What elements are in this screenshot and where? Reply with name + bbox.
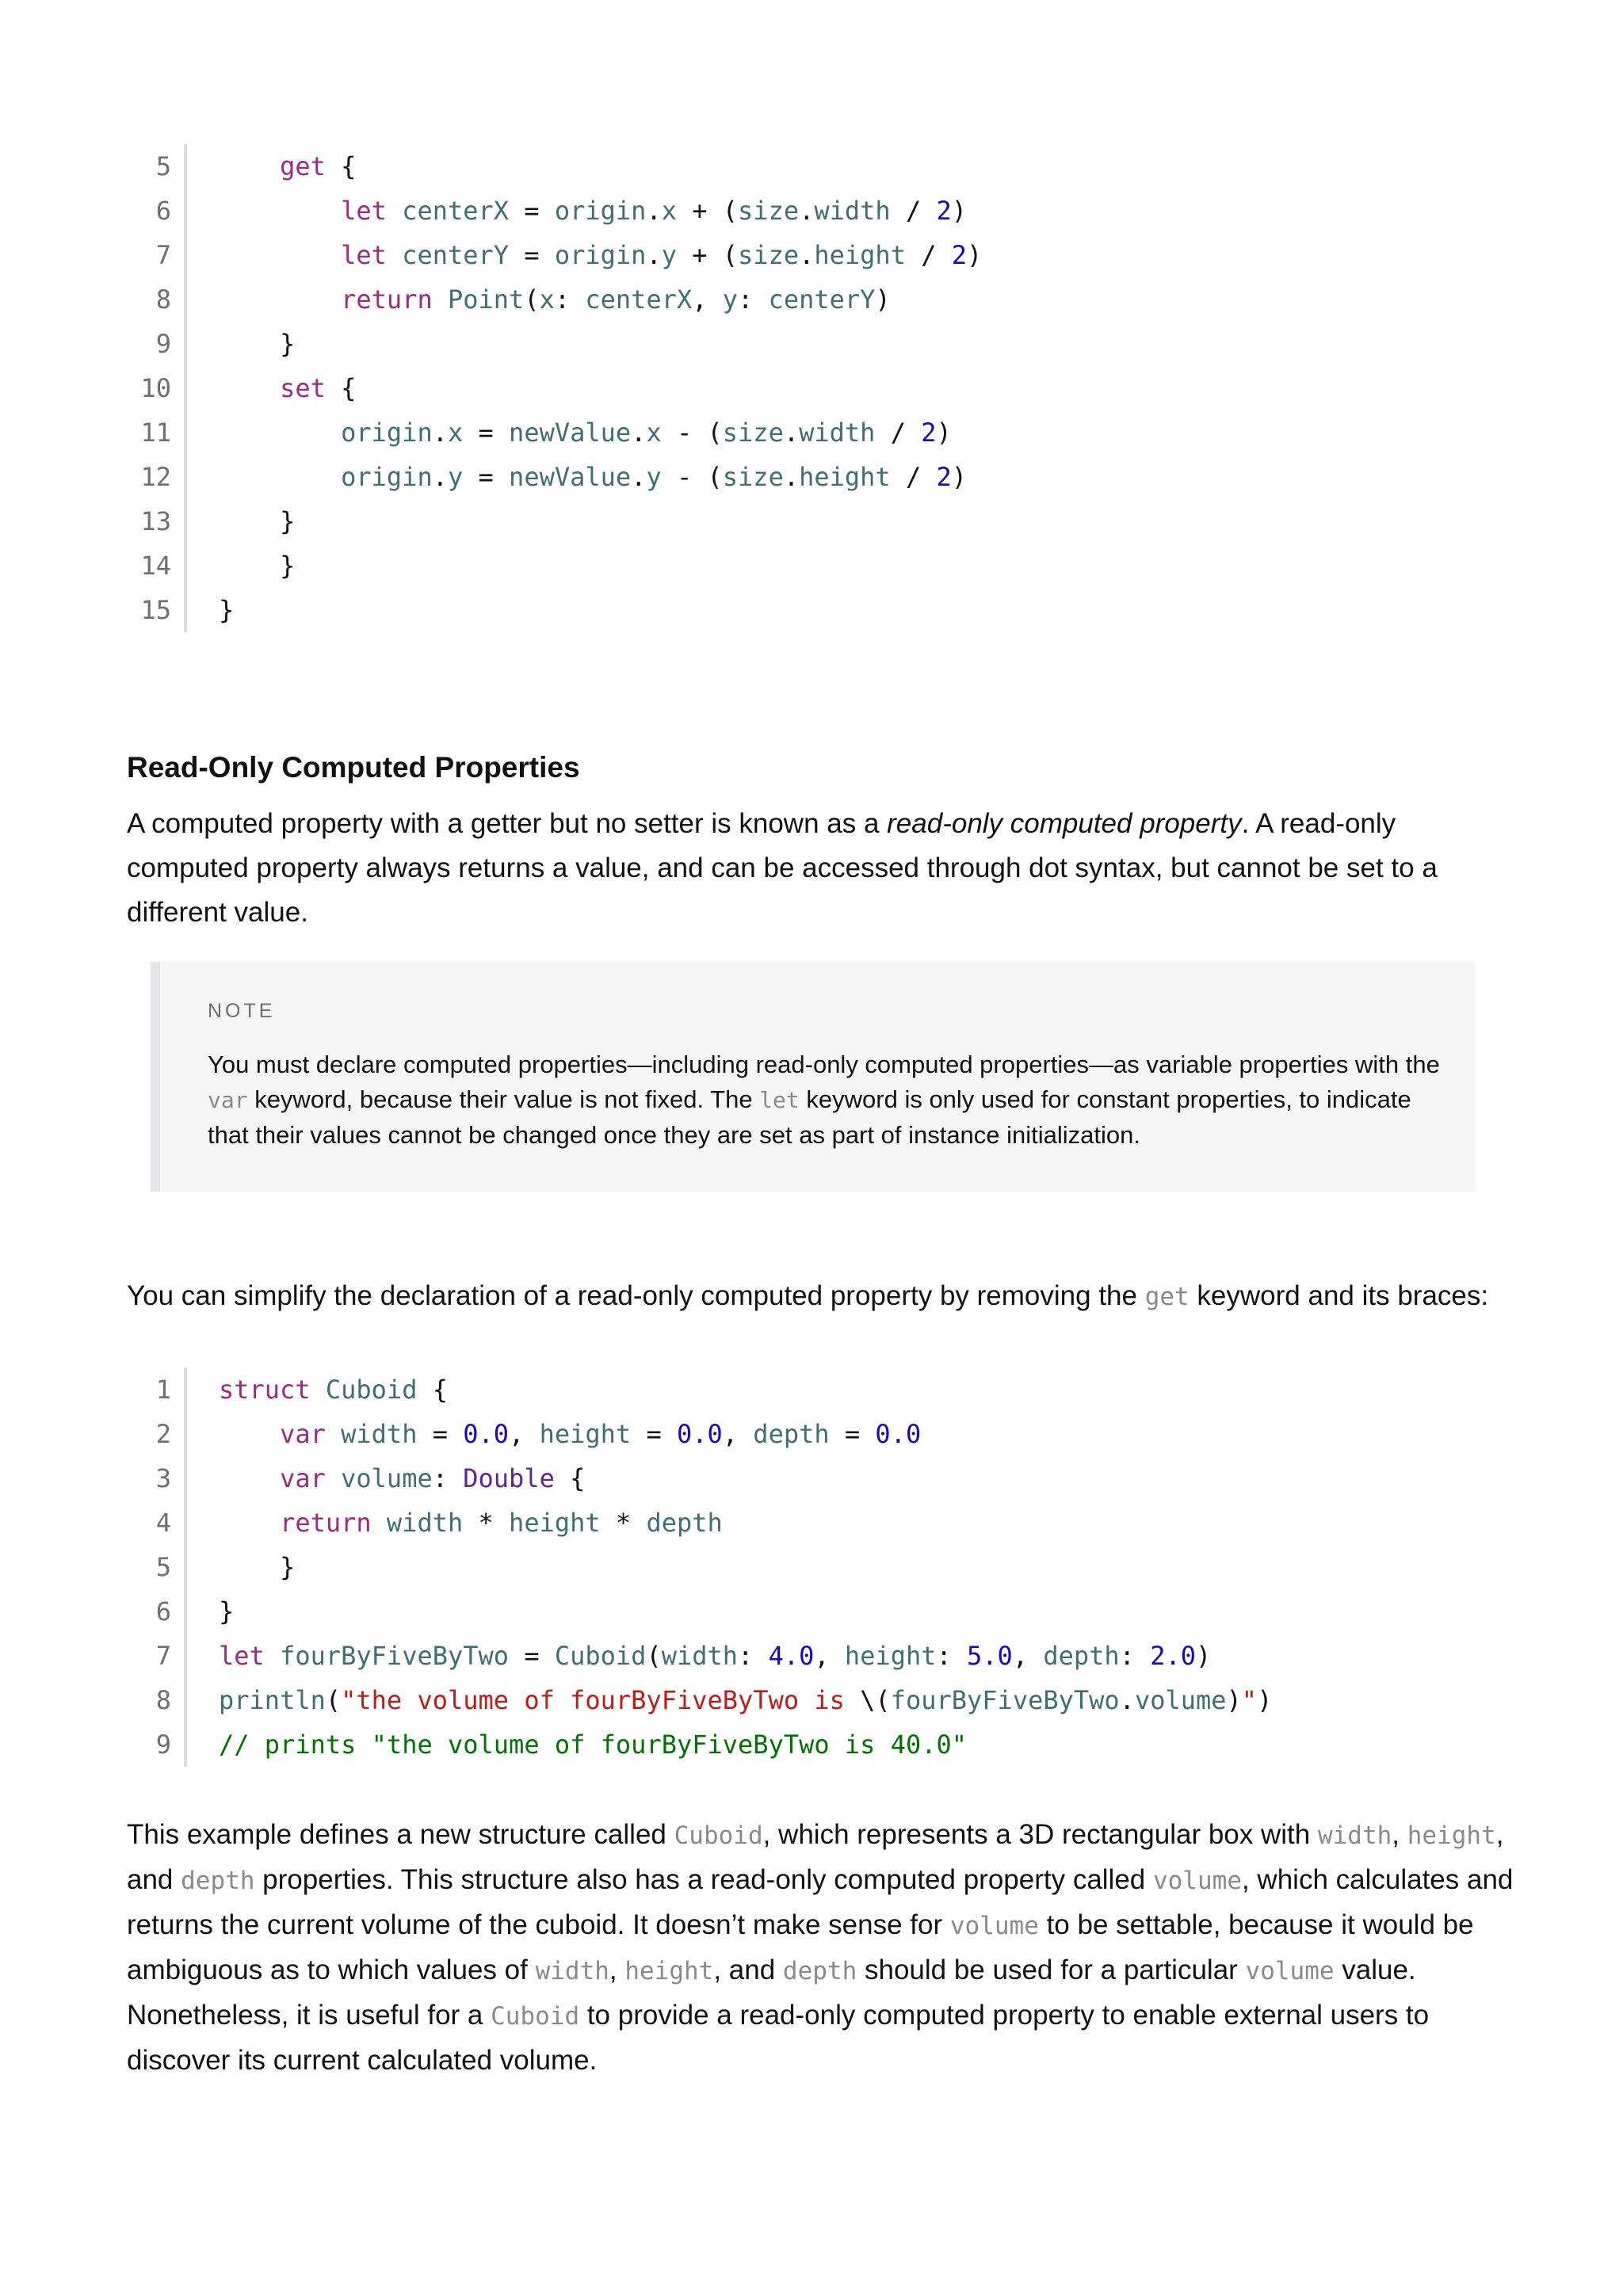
- code-token: :: [738, 284, 769, 315]
- code-line: [127, 1678, 1272, 1722]
- code-line: [127, 144, 982, 189]
- inline-code: height: [624, 1957, 714, 1985]
- line-number: 5: [155, 1552, 171, 1582]
- code-token: ): [1226, 1685, 1242, 1715]
- code-token: height: [539, 1419, 632, 1449]
- code-token: let: [219, 1641, 265, 1671]
- code-token: width: [341, 1419, 418, 1449]
- code-text: [219, 462, 967, 492]
- code-token: *: [463, 1508, 510, 1538]
- code-token: [265, 1641, 280, 1671]
- inline-code: depth: [782, 1957, 857, 1985]
- code-text: [219, 1685, 1272, 1715]
- code-text: [219, 373, 356, 403]
- text-run: You can simplify the declaration of a read-only computed property by removing the: [127, 1280, 1145, 1311]
- code-token: centerY: [768, 284, 876, 315]
- code-gutter: [184, 1367, 187, 1412]
- code-text: [219, 196, 967, 226]
- code-token: origin: [341, 462, 433, 492]
- inline-code: height: [1407, 1821, 1496, 1850]
- code-text: [219, 1730, 967, 1760]
- inline-code: depth: [181, 1867, 255, 1895]
- code-token: .: [1119, 1685, 1135, 1715]
- code-token: x: [661, 196, 677, 226]
- code-token: {: [325, 373, 357, 403]
- code-text: [219, 595, 234, 625]
- code-token: .: [799, 196, 815, 226]
- code-token: =: [509, 196, 555, 226]
- code-token: newValue: [509, 418, 632, 448]
- code-token: println: [219, 1685, 326, 1715]
- text-run: properties. This structure also has a read-only computed property called: [254, 1864, 1153, 1895]
- text-run: , and: [127, 1819, 1504, 1895]
- code-gutter: [184, 277, 187, 322]
- code-token: Double: [463, 1463, 555, 1493]
- code-token: [219, 284, 341, 315]
- line-number: 6: [155, 1596, 171, 1627]
- code-block-cuboid: [127, 1367, 1272, 1767]
- code-gutter: [184, 1678, 187, 1722]
- line-number: 8: [155, 1685, 171, 1715]
- code-token: /: [905, 240, 952, 270]
- code-token: [387, 240, 402, 270]
- code-token: width: [661, 1641, 739, 1671]
- code-token: 4.0: [768, 1641, 815, 1671]
- code-token: \(: [860, 1685, 891, 1715]
- code-gutter: [184, 543, 187, 588]
- code-token: .: [783, 462, 800, 492]
- line-number: 7: [155, 1641, 171, 1671]
- code-token: x: [646, 418, 662, 448]
- code-gutter: [184, 1456, 187, 1501]
- code-token: [372, 1508, 387, 1538]
- code-token: x: [447, 418, 464, 448]
- code-token: [219, 196, 341, 226]
- code-token: Cuboid: [554, 1641, 647, 1671]
- text-run: ,: [1392, 1819, 1407, 1850]
- code-token: 2: [921, 418, 937, 448]
- text-run: , which calculates and returns the current volume of the cuboid. It doesn’t make sense for: [127, 1864, 1514, 1940]
- code-token: [219, 1463, 280, 1493]
- code-token: size: [722, 418, 784, 448]
- code-token: }: [219, 595, 235, 625]
- text-run: should be used for a particular: [857, 1955, 1246, 1985]
- code-token: [219, 373, 280, 403]
- code-token: var: [280, 1419, 326, 1449]
- code-token: (: [524, 284, 540, 315]
- code-text: [219, 1508, 723, 1538]
- code-token: .: [646, 240, 662, 270]
- code-text: [219, 551, 295, 581]
- explanation-paragraph: [127, 1813, 1522, 2083]
- code-text: [219, 329, 295, 359]
- code-token: :: [554, 284, 586, 315]
- code-gutter: [184, 1634, 187, 1678]
- code-text: [219, 1419, 921, 1449]
- line-number: 4: [155, 1508, 171, 1538]
- code-line: [127, 322, 982, 366]
- code-text: [219, 240, 982, 270]
- line-number: 13: [140, 506, 171, 536]
- code-line: [127, 455, 982, 499]
- code-gutter: [184, 1412, 187, 1456]
- code-token: centerY: [402, 240, 510, 270]
- code-line: [127, 499, 982, 543]
- code-token: x: [539, 284, 555, 315]
- code-token: .: [432, 418, 448, 448]
- code-token: fourByFiveByTwo: [280, 1641, 510, 1671]
- code-token: ): [951, 196, 968, 226]
- code-token: [219, 1419, 280, 1449]
- code-token: Point: [447, 284, 525, 315]
- code-token: width: [386, 1508, 464, 1538]
- line-number: 12: [140, 462, 171, 492]
- code-token: *: [600, 1508, 647, 1538]
- code-token: }: [219, 506, 296, 536]
- code-token: }: [219, 551, 296, 581]
- section-heading: Read-Only Computed Properties: [127, 751, 580, 784]
- text-run: keyword and its braces:: [1189, 1280, 1489, 1311]
- code-token: depth: [1043, 1641, 1120, 1671]
- code-token: newValue: [509, 462, 632, 492]
- code-token: {: [554, 1463, 586, 1493]
- code-token: ): [1196, 1641, 1212, 1671]
- code-token: return: [341, 284, 433, 315]
- code-token: size: [738, 196, 800, 226]
- code-gutter: [184, 588, 187, 632]
- code-token: depth: [753, 1419, 830, 1449]
- code-line: [127, 1545, 1272, 1589]
- code-token: let: [341, 240, 387, 270]
- code-token: y: [447, 462, 464, 492]
- code-token: origin: [554, 196, 647, 226]
- code-token: - (: [661, 418, 723, 448]
- text-run: keyword, because their value is not fixed. The: [247, 1085, 760, 1113]
- code-token: ): [875, 284, 891, 315]
- code-token: 0.0: [875, 1419, 922, 1449]
- line-number: 9: [155, 1730, 171, 1760]
- code-token: :: [1119, 1641, 1151, 1671]
- note-box: [151, 962, 1476, 1192]
- code-token: (: [325, 1685, 342, 1715]
- code-token: ,: [814, 1641, 845, 1671]
- code-text: [219, 418, 952, 448]
- code-token: [219, 240, 341, 270]
- line-number: 7: [155, 240, 171, 270]
- code-token: height: [509, 1508, 601, 1538]
- code-token: centerX: [585, 284, 693, 315]
- code-token: 2: [936, 462, 952, 492]
- code-token: .: [631, 462, 647, 492]
- code-line: [127, 1456, 1272, 1501]
- code-token: {: [417, 1375, 448, 1405]
- code-text: [219, 1552, 295, 1582]
- code-token: .: [783, 418, 800, 448]
- code-token: =: [829, 1419, 876, 1449]
- code-text: [219, 1463, 585, 1493]
- code-token: .: [799, 240, 815, 270]
- code-token: [433, 284, 448, 315]
- code-token: ,: [509, 1419, 540, 1449]
- code-token: y: [646, 462, 662, 492]
- code-token: 0.0: [463, 1419, 510, 1449]
- code-line: [127, 1634, 1272, 1678]
- code-token: .: [432, 462, 448, 492]
- code-text: [219, 151, 356, 181]
- text-run: to be settable, because it would be ambiguous as to which values of: [127, 1909, 1474, 1985]
- code-text: [219, 1375, 448, 1405]
- code-token: :: [738, 1641, 769, 1671]
- code-token: origin: [554, 240, 647, 270]
- code-token: (: [646, 1641, 662, 1671]
- line-number: 3: [155, 1463, 171, 1493]
- inline-code: Cuboid: [674, 1821, 763, 1850]
- code-token: y: [722, 284, 739, 315]
- code-gutter: [184, 1589, 187, 1634]
- code-token: =: [463, 418, 510, 448]
- code-text: [219, 1641, 1211, 1671]
- code-token: [219, 462, 341, 492]
- code-gutter: [184, 1501, 187, 1545]
- code-token: .: [646, 196, 662, 226]
- intro-paragraph: [127, 802, 1522, 935]
- code-text: [219, 284, 891, 315]
- code-line: [127, 1367, 1272, 1412]
- code-token: ,: [692, 284, 723, 315]
- code-line: [127, 588, 982, 632]
- code-token: :: [936, 1641, 968, 1671]
- inline-code: let: [759, 1087, 800, 1113]
- inline-code: volume: [1153, 1867, 1242, 1895]
- code-gutter: [184, 144, 187, 189]
- code-token: - (: [661, 462, 723, 492]
- code-line: [127, 1589, 1272, 1634]
- code-token: // prints "the volume of fourByFiveByTwo is 40.0": [219, 1730, 968, 1760]
- line-number: 6: [155, 196, 171, 226]
- code-gutter: [184, 1545, 187, 1589]
- code-token: width: [799, 418, 876, 448]
- code-line: [127, 1722, 1272, 1767]
- inline-code: volume: [1245, 1957, 1335, 1985]
- inline-code: var: [208, 1087, 248, 1113]
- text-run: You must declare computed properties—including read-only computed properties—as variable properties with the: [208, 1051, 1440, 1078]
- line-number: 11: [140, 418, 171, 448]
- text-run: A computed property with a getter but no setter is known as a: [127, 808, 888, 839]
- simplify-paragraph: [127, 1274, 1522, 1319]
- text-run: , and: [713, 1955, 783, 1985]
- code-token: [219, 151, 280, 181]
- code-gutter: [184, 455, 187, 499]
- code-token: /: [890, 462, 937, 492]
- text-run: ,: [609, 1955, 625, 1985]
- inline-code: width: [1317, 1821, 1392, 1850]
- text-run: . A read-only computed property always returns a value, and can be accessed through dot syntax, but cannot be set to a different value.: [127, 808, 1438, 928]
- text-run: keyword is only used for constant properties, to indicate that their values cannot be changed once they are set as part of instance initialization.: [208, 1085, 1411, 1149]
- code-token: width: [814, 196, 891, 226]
- inline-code: width: [535, 1957, 609, 1985]
- code-token: centerX: [402, 196, 510, 226]
- code-line: [127, 233, 982, 277]
- code-line: [127, 1501, 1272, 1545]
- line-number: 14: [140, 551, 171, 581]
- code-token: [326, 1463, 341, 1493]
- code-token: [326, 1419, 341, 1449]
- code-token: + (: [676, 196, 739, 226]
- line-number: 5: [155, 151, 171, 181]
- code-gutter: [184, 233, 187, 277]
- code-token: size: [722, 462, 784, 492]
- code-token: }: [219, 329, 296, 359]
- code-token: volume: [1134, 1685, 1227, 1715]
- line-number: 15: [140, 595, 171, 625]
- code-token: ): [967, 240, 983, 270]
- code-line: [127, 1412, 1272, 1456]
- code-token: ): [1257, 1685, 1273, 1715]
- code-token: /: [890, 196, 937, 226]
- text-run: This example defines a new structure called: [127, 1819, 674, 1850]
- line-number: 2: [155, 1419, 171, 1449]
- code-token: =: [509, 1641, 555, 1671]
- code-token: 2: [951, 240, 968, 270]
- code-line: [127, 277, 982, 322]
- code-token: Cuboid: [325, 1375, 418, 1405]
- code-token: =: [631, 1419, 677, 1449]
- code-token: origin: [341, 418, 433, 448]
- code-token: height: [814, 240, 906, 270]
- code-token: volume: [341, 1463, 433, 1493]
- code-token: ): [936, 418, 952, 448]
- inline-code: volume: [949, 1912, 1039, 1940]
- code-gutter: [184, 366, 187, 410]
- line-number: 9: [155, 329, 171, 359]
- code-token: 5.0: [967, 1641, 1013, 1671]
- code-token: ): [951, 462, 968, 492]
- code-token: =: [463, 462, 510, 492]
- text-run: , which represents a 3D rectangular box with: [762, 1819, 1318, 1850]
- code-token: var: [280, 1463, 326, 1493]
- code-line: [127, 366, 982, 410]
- code-line: [127, 410, 982, 455]
- code-token: 2: [936, 196, 952, 226]
- code-gutter: [184, 1722, 187, 1767]
- line-number: 8: [155, 284, 171, 315]
- code-token: {: [325, 151, 357, 181]
- code-text: [219, 506, 295, 536]
- note-label: NOTE: [208, 1000, 276, 1022]
- code-token: =: [509, 240, 555, 270]
- code-token: depth: [646, 1508, 723, 1538]
- code-token: }: [219, 1596, 235, 1627]
- inline-code: get: [1144, 1283, 1190, 1311]
- code-line: [127, 543, 982, 588]
- code-token: get: [280, 151, 326, 181]
- code-token: height: [799, 462, 891, 492]
- code-token: :: [432, 1463, 464, 1493]
- text-run: value. Nonetheless, it is useful for a: [127, 1955, 1416, 2031]
- text-run: to provide a read-only computed property to enable external users to discover its current calculated volume.: [127, 2000, 1430, 2076]
- code-gutter: [184, 499, 187, 543]
- code-token: size: [738, 240, 800, 270]
- code-token: [387, 196, 402, 226]
- code-gutter: [184, 410, 187, 455]
- code-token: struct: [219, 1375, 311, 1405]
- code-token: height: [844, 1641, 937, 1671]
- line-number: 10: [140, 373, 171, 403]
- code-block-center-property: [127, 144, 982, 632]
- code-gutter: [184, 189, 187, 233]
- code-token: y: [661, 240, 677, 270]
- code-token: [219, 1508, 280, 1538]
- note-body: [208, 1047, 1444, 1153]
- code-token: "the volume of fourByFiveByTwo is: [341, 1685, 861, 1715]
- emphasis-text: read-only computed property: [887, 808, 1242, 839]
- code-gutter: [184, 322, 187, 366]
- code-token: [311, 1375, 326, 1405]
- code-token: 0.0: [676, 1419, 723, 1449]
- code-token: + (: [676, 240, 739, 270]
- code-token: return: [280, 1508, 372, 1538]
- code-token: fourByFiveByTwo: [890, 1685, 1120, 1715]
- code-token: 2.0: [1150, 1641, 1196, 1671]
- code-token: .: [631, 418, 647, 448]
- line-number: 1: [155, 1375, 171, 1405]
- code-token: ,: [722, 1419, 754, 1449]
- code-line: [127, 189, 982, 233]
- code-token: let: [341, 196, 387, 226]
- code-token: }: [219, 1552, 296, 1582]
- code-token: =: [417, 1419, 464, 1449]
- code-token: set: [280, 373, 326, 403]
- code-text: [219, 1596, 234, 1627]
- code-token: ": [1241, 1685, 1258, 1715]
- inline-code: Cuboid: [491, 2002, 580, 2031]
- code-token: /: [875, 418, 922, 448]
- code-token: [219, 418, 341, 448]
- code-token: ,: [1012, 1641, 1044, 1671]
